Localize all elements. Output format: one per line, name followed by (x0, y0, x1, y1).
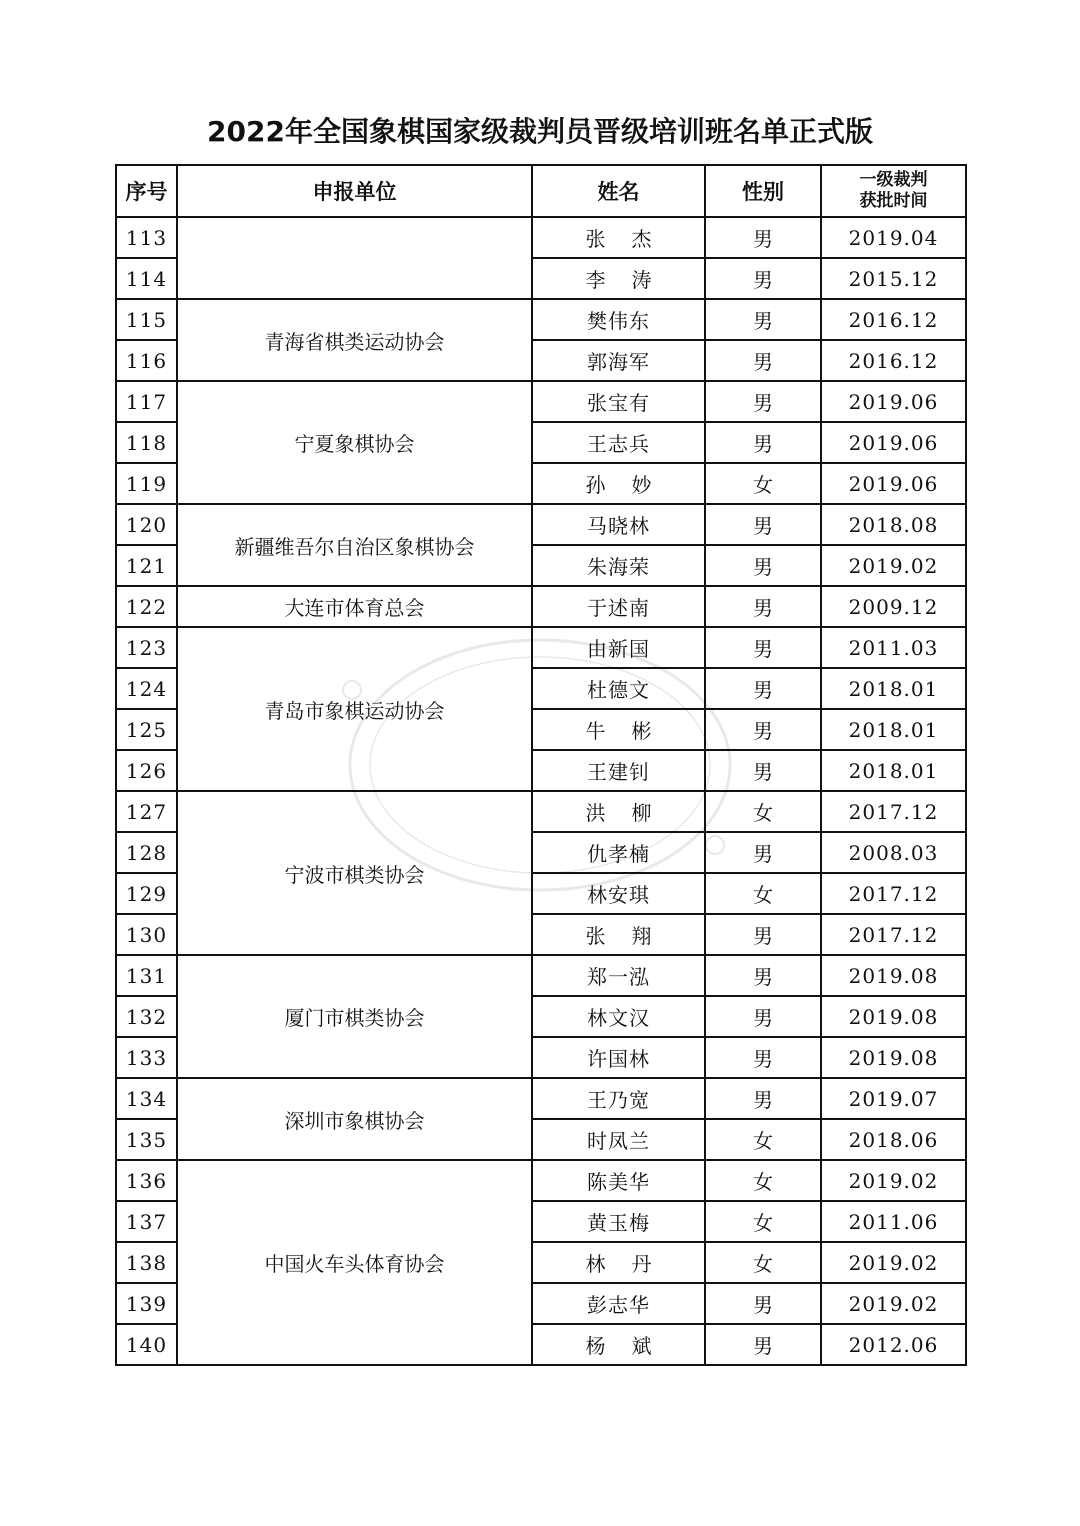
gender-cell: 男 (705, 832, 821, 873)
row-number: 122 (116, 586, 177, 627)
table-row (116, 955, 966, 996)
row-number: 128 (116, 832, 177, 873)
approval-date: 2018.06 (821, 1119, 966, 1160)
roster-table (115, 164, 967, 1366)
page-title: 2022年全国象棋国家级裁判员晋级培训班名单正式版 (207, 115, 873, 148)
gender-cell: 男 (705, 668, 821, 709)
gender-cell: 女 (705, 791, 821, 832)
header-date-line1: 一级裁判 (859, 170, 928, 190)
approval-date: 2018.01 (821, 668, 966, 709)
approval-date: 2011.03 (821, 627, 966, 668)
org-cell: 青海省棋类运动协会 (177, 299, 532, 381)
row-number: 113 (116, 217, 177, 258)
table-row (116, 791, 966, 832)
col-header-name: 姓名 (532, 165, 705, 217)
approval-date: 2019.08 (821, 955, 966, 996)
approval-date: 2019.06 (821, 422, 966, 463)
approval-date: 2018.01 (821, 750, 966, 791)
gender-cell: 男 (705, 258, 821, 299)
row-number: 131 (116, 955, 177, 996)
person-name: 由新国 (532, 627, 705, 668)
person-name: 陈美华 (532, 1160, 705, 1201)
row-number: 117 (116, 381, 177, 422)
approval-date: 2018.01 (821, 709, 966, 750)
row-number: 121 (116, 545, 177, 586)
person-name: 仇孝楠 (532, 832, 705, 873)
approval-date: 2019.02 (821, 1242, 966, 1283)
gender-cell: 男 (705, 1037, 821, 1078)
person-name: 杜德文 (532, 668, 705, 709)
gender-cell: 男 (705, 996, 821, 1037)
gender-cell: 女 (705, 463, 821, 504)
gender-cell: 男 (705, 545, 821, 586)
row-number: 132 (116, 996, 177, 1037)
row-number: 129 (116, 873, 177, 914)
approval-date: 2015.12 (821, 258, 966, 299)
approval-date: 2019.08 (821, 1037, 966, 1078)
approval-date: 2019.04 (821, 217, 966, 258)
gender-cell: 男 (705, 299, 821, 340)
approval-date: 2008.03 (821, 832, 966, 873)
person-name: 王建钊 (532, 750, 705, 791)
person-name: 张宝有 (532, 381, 705, 422)
col-header-approval-date (821, 165, 966, 217)
col-header-gender: 性别 (705, 165, 821, 217)
row-number: 118 (116, 422, 177, 463)
roster-body (116, 217, 966, 1365)
table-row (116, 504, 966, 545)
gender-cell: 女 (705, 873, 821, 914)
person-name: 林丹 (532, 1242, 705, 1283)
person-name: 朱海荣 (532, 545, 705, 586)
org-cell: 宁波市棋类协会 (177, 791, 532, 955)
header-date-line2: 获批时间 (859, 191, 928, 211)
table-row (116, 586, 966, 627)
person-name: 孙妙 (532, 463, 705, 504)
approval-date: 2019.02 (821, 1160, 966, 1201)
row-number: 124 (116, 668, 177, 709)
approval-date: 2009.12 (821, 586, 966, 627)
table-row (116, 1078, 966, 1119)
gender-cell: 男 (705, 627, 821, 668)
person-name: 郭海军 (532, 340, 705, 381)
person-name: 林安琪 (532, 873, 705, 914)
person-name: 牛彬 (532, 709, 705, 750)
row-number: 127 (116, 791, 177, 832)
row-number: 137 (116, 1201, 177, 1242)
person-name: 郑一泓 (532, 955, 705, 996)
org-cell: 厦门市棋类协会 (177, 955, 532, 1078)
row-number: 126 (116, 750, 177, 791)
row-number: 130 (116, 914, 177, 955)
row-number: 114 (116, 258, 177, 299)
person-name: 时凤兰 (532, 1119, 705, 1160)
approval-date: 2011.06 (821, 1201, 966, 1242)
person-name: 李涛 (532, 258, 705, 299)
header-row (116, 165, 966, 217)
person-name: 张翔 (532, 914, 705, 955)
gender-cell: 女 (705, 1201, 821, 1242)
person-name: 洪柳 (532, 791, 705, 832)
row-number: 140 (116, 1324, 177, 1365)
approval-date: 2019.07 (821, 1078, 966, 1119)
approval-date: 2017.12 (821, 791, 966, 832)
approval-date: 2019.02 (821, 545, 966, 586)
col-header-no: 序号 (116, 165, 177, 217)
approval-date: 2019.06 (821, 463, 966, 504)
approval-date: 2016.12 (821, 340, 966, 381)
approval-date: 2012.06 (821, 1324, 966, 1365)
approval-date: 2019.08 (821, 996, 966, 1037)
table-row (116, 299, 966, 340)
person-name: 林文汉 (532, 996, 705, 1037)
col-header-org: 申报单位 (177, 165, 532, 217)
row-number: 139 (116, 1283, 177, 1324)
person-name: 杨斌 (532, 1324, 705, 1365)
approval-date: 2019.02 (821, 1283, 966, 1324)
approval-date: 2017.12 (821, 873, 966, 914)
person-name: 许国林 (532, 1037, 705, 1078)
table-row (116, 627, 966, 668)
row-number: 138 (116, 1242, 177, 1283)
gender-cell: 男 (705, 1324, 821, 1365)
gender-cell: 男 (705, 914, 821, 955)
person-name: 马晓林 (532, 504, 705, 545)
org-cell: 青岛市象棋运动协会 (177, 627, 532, 791)
person-name: 于述南 (532, 586, 705, 627)
org-cell: 宁夏象棋协会 (177, 381, 532, 504)
gender-cell: 男 (705, 340, 821, 381)
org-cell: 深圳市象棋协会 (177, 1078, 532, 1160)
row-number: 115 (116, 299, 177, 340)
person-name: 王志兵 (532, 422, 705, 463)
row-number: 119 (116, 463, 177, 504)
approval-date: 2016.12 (821, 299, 966, 340)
gender-cell: 男 (705, 217, 821, 258)
row-number: 125 (116, 709, 177, 750)
gender-cell: 男 (705, 504, 821, 545)
gender-cell: 女 (705, 1119, 821, 1160)
approval-date: 2019.06 (821, 381, 966, 422)
gender-cell: 女 (705, 1242, 821, 1283)
gender-cell: 男 (705, 381, 821, 422)
row-number: 135 (116, 1119, 177, 1160)
gender-cell: 男 (705, 422, 821, 463)
gender-cell: 男 (705, 1078, 821, 1119)
person-name: 张杰 (532, 217, 705, 258)
table-row (116, 1160, 966, 1201)
person-name: 王乃宽 (532, 1078, 705, 1119)
person-name: 彭志华 (532, 1283, 705, 1324)
person-name: 黄玉梅 (532, 1201, 705, 1242)
gender-cell: 男 (705, 586, 821, 627)
row-number: 136 (116, 1160, 177, 1201)
gender-cell: 男 (705, 955, 821, 996)
org-cell: 新疆维吾尔自治区象棋协会 (177, 504, 532, 586)
row-number: 120 (116, 504, 177, 545)
table-row (116, 381, 966, 422)
row-number: 116 (116, 340, 177, 381)
gender-cell: 男 (705, 1283, 821, 1324)
gender-cell: 女 (705, 1160, 821, 1201)
org-cell: 中国火车头体育协会 (177, 1160, 532, 1365)
approval-date: 2017.12 (821, 914, 966, 955)
org-cell (177, 217, 532, 299)
row-number: 123 (116, 627, 177, 668)
approval-date: 2018.08 (821, 504, 966, 545)
row-number: 133 (116, 1037, 177, 1078)
gender-cell: 男 (705, 709, 821, 750)
row-number: 134 (116, 1078, 177, 1119)
org-cell: 大连市体育总会 (177, 586, 532, 627)
person-name: 樊伟东 (532, 299, 705, 340)
table-row (116, 217, 966, 258)
gender-cell: 男 (705, 750, 821, 791)
